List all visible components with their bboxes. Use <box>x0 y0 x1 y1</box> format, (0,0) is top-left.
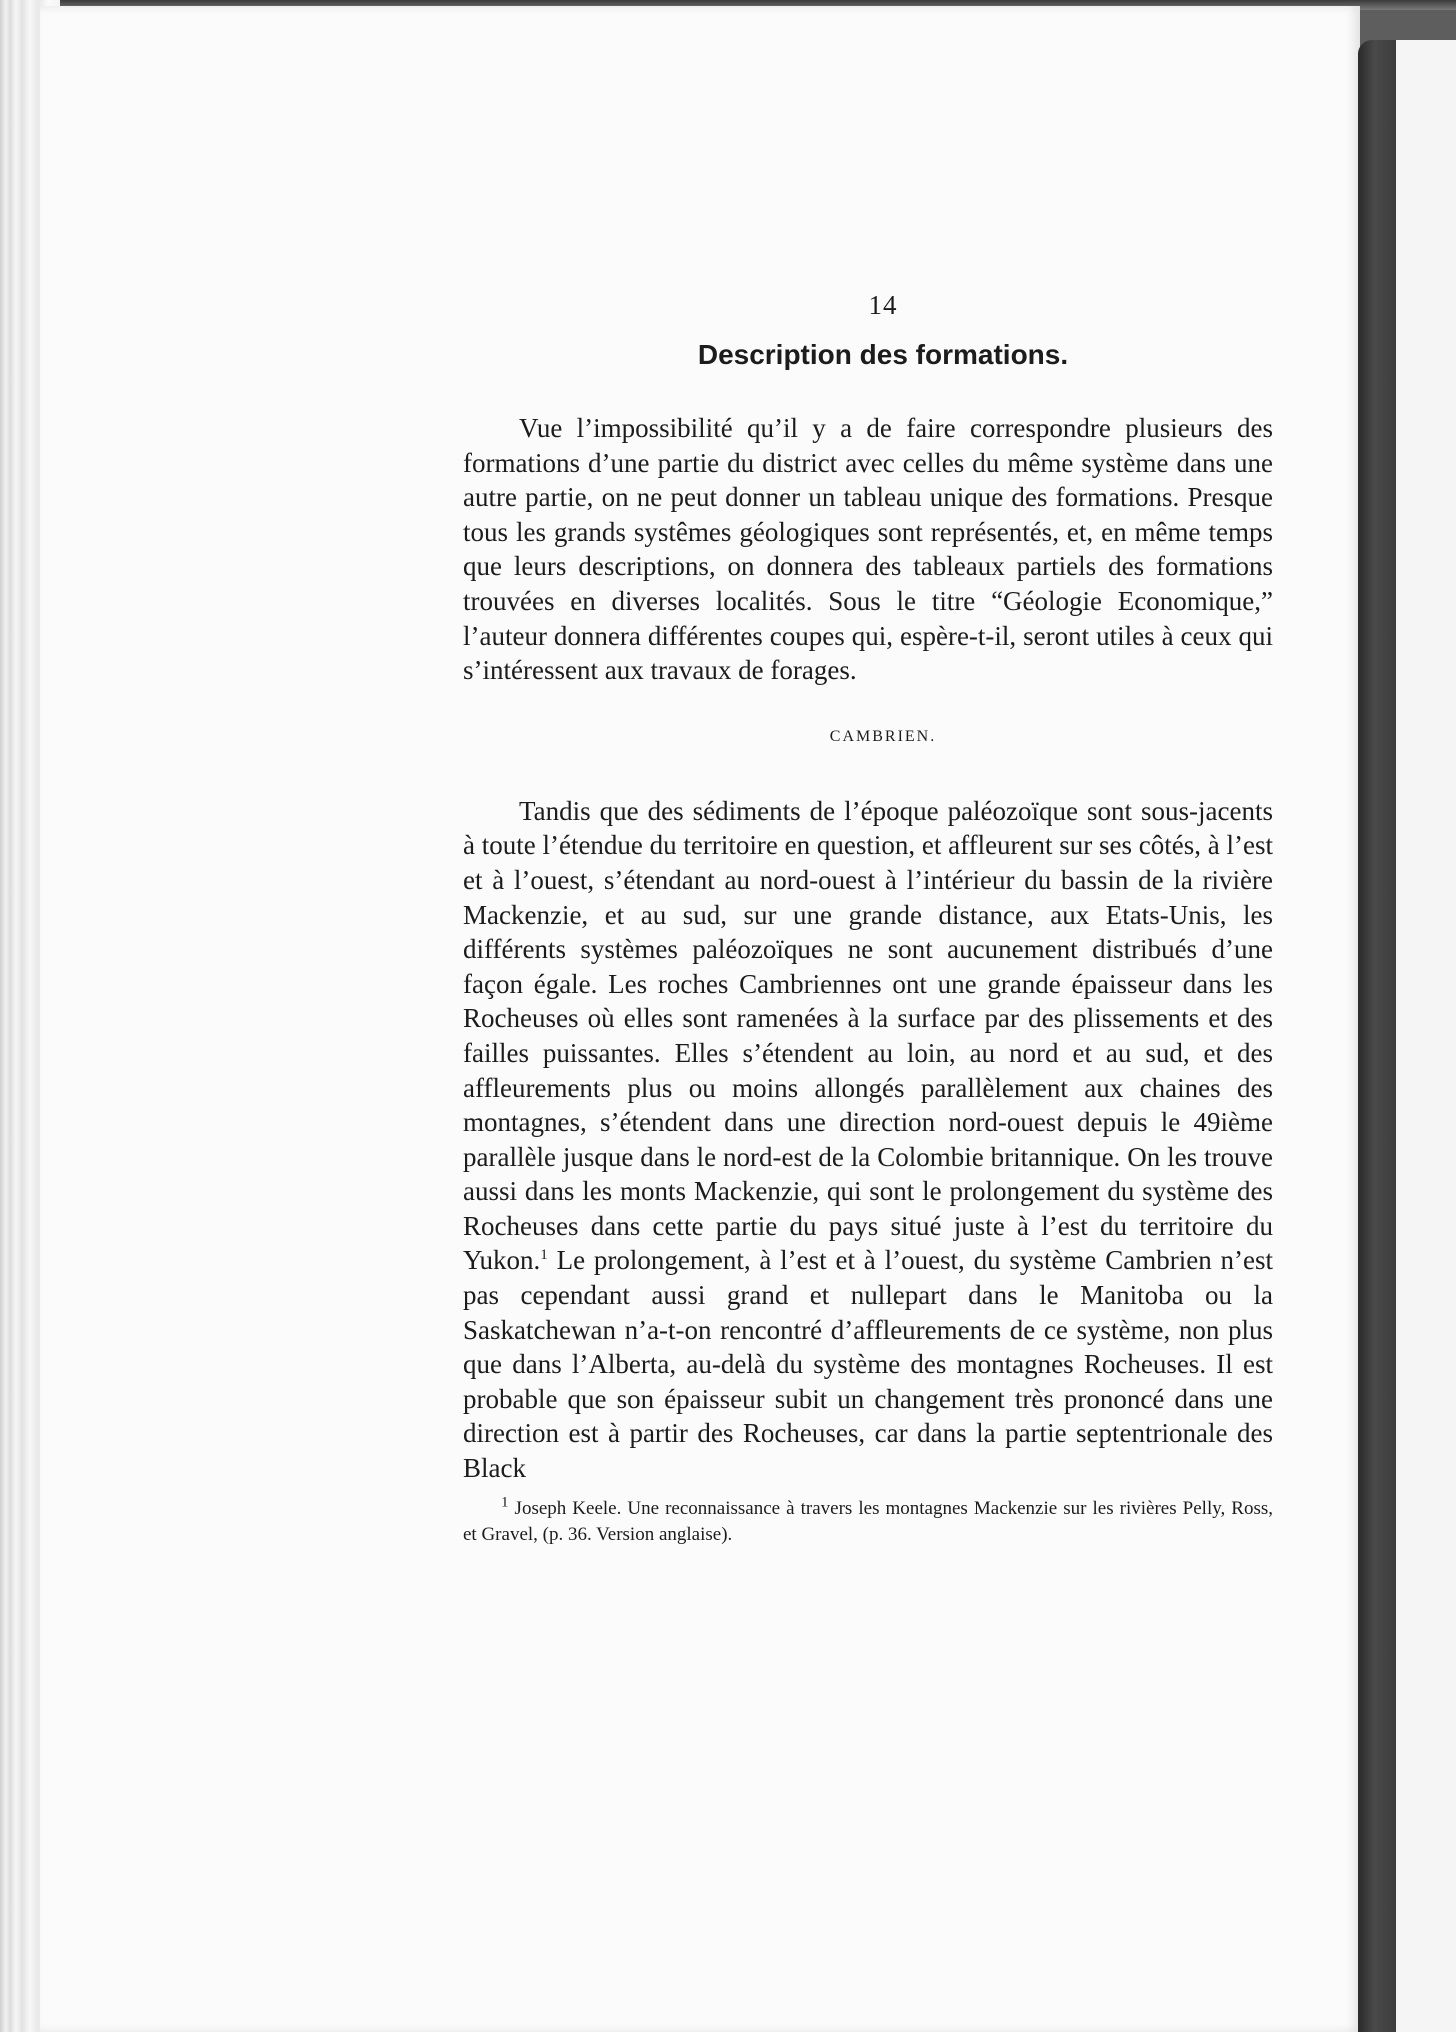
footnote-reference: 1 <box>540 1247 548 1264</box>
section-heading: Description des formations. <box>697 339 1069 370</box>
cambrien-paragraph <box>463 794 1273 1486</box>
footnote-number: 1 <box>501 1494 509 1511</box>
cambrien-paragraph-part2: Le prolongement, à l’est et à l’ouest, du système Cambrien n’est pas cependant aussi grand et nullepart dans le Manitoba ou la Saskatchewan n’a-t-on rencontré d’affleurements de ce système, non plus que dans l’Alberta, au-delà du système des montagnes Rocheuses. Il est probable que son épaisseur subit un changement très prononcé dans une direction est à partir des Rocheuses, car dans la partie septentrionale des Black <box>463 1245 1273 1484</box>
gutter-shadow <box>1358 40 1400 2032</box>
intro-paragraph: Vue l’impossibilité qu’il y a de faire correspondre plusieurs des formations d’une partie du district avec celles du même système dans une autre partie, on ne peut donner un tableau unique des formations. Presque tous les grands systêmes géologiques sont représentés, et, en même temps que leurs descriptions, on donnera des tableaux partiels des formations trouvées en diverses localités. Sous le titre “Géologie Economique,” l’auteur donnera différentes coupes qui, espère-t-il, seront utiles à ceux qui s’intéressent aux travaux de forages. <box>463 413 1273 686</box>
page-text-block <box>463 290 1273 1548</box>
cambrien-paragraph-part1: Tandis que des sédiments de l’époque paléozoïque sont sous-jacents à toute l’étendue du territoire en question, et affleurent sur ses côtés, à l’est et à l’ouest, s’étendant au nord-ouest à l’intérieur du bassin de la rivière Mackenzie, et au sud, sur une grande distance, aux Etats-Unis, les différents systèmes paléozoïques ne sont aucunement distribués d’une façon égale. Les roches Cambriennes ont une grande épaisseur dans les Rocheuses où elles sont ramenées à la surface par des plissements et des failles puissantes. Elles s’étendent au loin, au nord et au sud, et des affleurements plus ou moins allongés parallèlement aux chaines des montagnes, s’étendent dans une direction nord-ouest depuis le 49ième parallèle jusque dans le nord-est de la Colombie britannique. On les trouve aussi dans les monts Mackenzie, qui sont le prolongement du système des Rocheuses dans cette partie du pays situé juste à l’est du territoire du Yukon. <box>463 795 1273 1276</box>
facing-page-edge <box>1396 40 1456 2032</box>
footnote-text: Joseph Keele. Une reconnaissance à travers les montagnes Mackenzie sur les rivières Pelly, Ross, et Gravel, (p. 36. Version anglaise). <box>463 1497 1274 1545</box>
footnote <box>463 1496 1273 1548</box>
cambrien-title: CAMBRIEN. <box>829 727 937 745</box>
page-number: 14 <box>868 290 898 320</box>
